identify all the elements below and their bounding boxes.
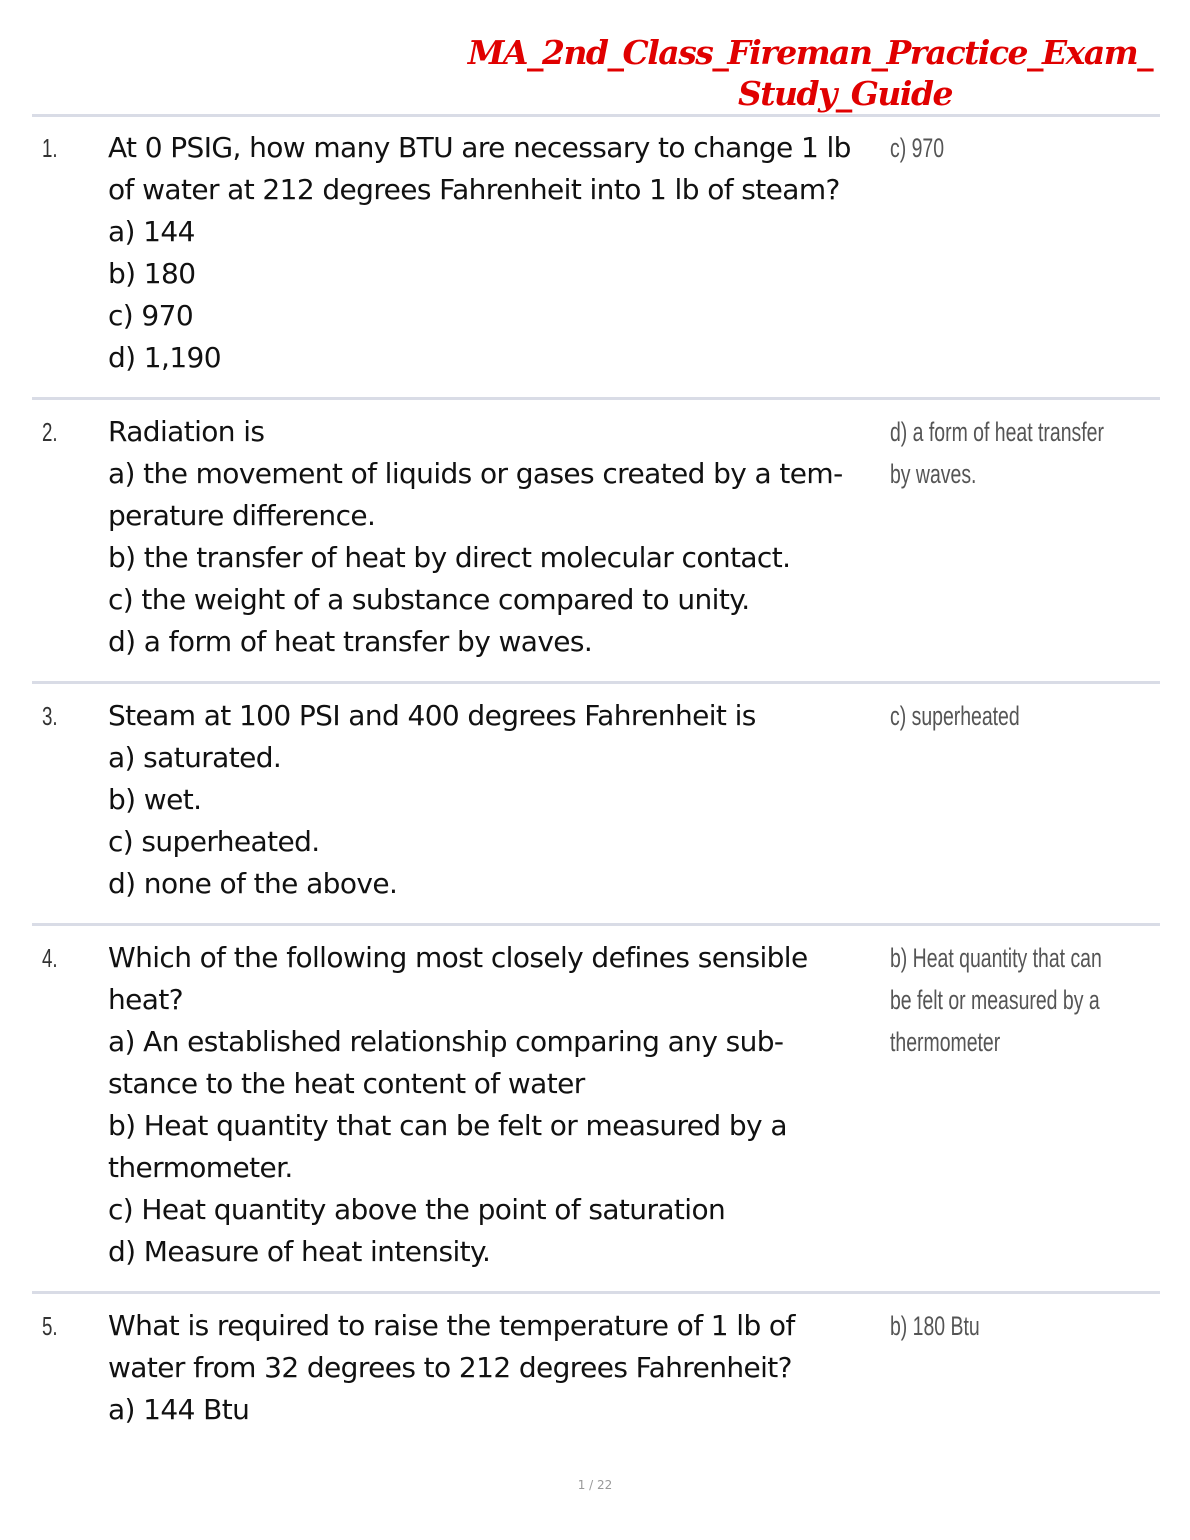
question-text (108, 411, 883, 663)
option-d: d) a form of heat transfer by waves. (108, 625, 593, 658)
answer-text (890, 127, 1149, 169)
question-line: Steam at 100 PSI and 400 degrees Fahrenheit is (108, 699, 756, 732)
divider (32, 681, 1160, 684)
question-text (108, 937, 883, 1273)
answer-line: d) a form of heat transfer (890, 417, 1104, 447)
question-number: 3. (42, 701, 58, 731)
option-a-continued: perature difference. (108, 499, 376, 532)
question-line: Radiation is (108, 415, 265, 448)
option-b-continued: thermometer. (108, 1151, 293, 1184)
title-line-1: MA_2nd_Class_Fireman_Practice_Exam_ (467, 33, 1153, 72)
option-d: d) none of the above. (108, 867, 398, 900)
option-c: c) 970 (108, 299, 194, 332)
answer-line: c) 970 (890, 133, 945, 163)
option-c: c) the weight of a substance compared to unity. (108, 583, 750, 616)
option-a: a) An established relationship comparing any sub- (108, 1025, 784, 1058)
option-a: a) saturated. (108, 741, 282, 774)
answer-text (890, 695, 1149, 737)
option-c: c) Heat quantity above the point of saturation (108, 1193, 726, 1226)
question-line: water from 32 degrees to 212 degrees Fahrenheit? (108, 1351, 792, 1384)
question-line: Which of the following most closely defines sensible (108, 941, 808, 974)
question-text (108, 127, 883, 379)
question-text (108, 695, 883, 905)
option-d: d) 1,190 (108, 341, 221, 374)
answer-line: b) Heat quantity that can (890, 943, 1102, 973)
option-a: a) 144 Btu (108, 1393, 250, 1426)
divider (32, 397, 1160, 400)
option-a: a) the movement of liquids or gases created by a tem- (108, 457, 843, 490)
divider (32, 923, 1160, 926)
answer-text (890, 1305, 1149, 1347)
option-b: b) the transfer of heat by direct molecular contact. (108, 541, 791, 574)
divider (32, 114, 1160, 117)
option-a: a) 144 (108, 215, 195, 248)
option-d: d) Measure of heat intensity. (108, 1235, 491, 1268)
question-line: At 0 PSIG, how many BTU are necessary to change 1 lb (108, 131, 851, 164)
page-indicator: 1 / 22 (577, 1478, 613, 1492)
answer-text (890, 937, 1149, 1063)
document-title (440, 32, 1180, 114)
answer-line: thermometer (890, 1027, 1001, 1057)
answer-line: be felt or measured by a (890, 985, 1100, 1015)
answer-line: c) superheated (890, 701, 1020, 731)
answer-text (890, 411, 1149, 495)
question-line: What is required to raise the temperature of 1 lb of (108, 1309, 795, 1342)
question-line: of water at 212 degrees Fahrenheit into 1 lb of steam? (108, 173, 840, 206)
question-number: 2. (42, 417, 58, 447)
question-number: 5. (42, 1311, 58, 1341)
answer-line: by waves. (890, 459, 977, 489)
option-a-continued: stance to the heat content of water (108, 1067, 585, 1100)
option-b: b) wet. (108, 783, 202, 816)
option-b: b) Heat quantity that can be felt or measured by a (108, 1109, 787, 1142)
question-line: heat? (108, 983, 183, 1016)
answer-line: b) 180 Btu (890, 1311, 980, 1341)
question-text (108, 1305, 883, 1431)
divider (32, 1291, 1160, 1294)
title-line-2: Study_Guide (737, 74, 953, 113)
option-c: c) superheated. (108, 825, 320, 858)
option-b: b) 180 (108, 257, 196, 290)
question-number: 4. (42, 943, 58, 973)
question-number: 1. (42, 133, 58, 163)
